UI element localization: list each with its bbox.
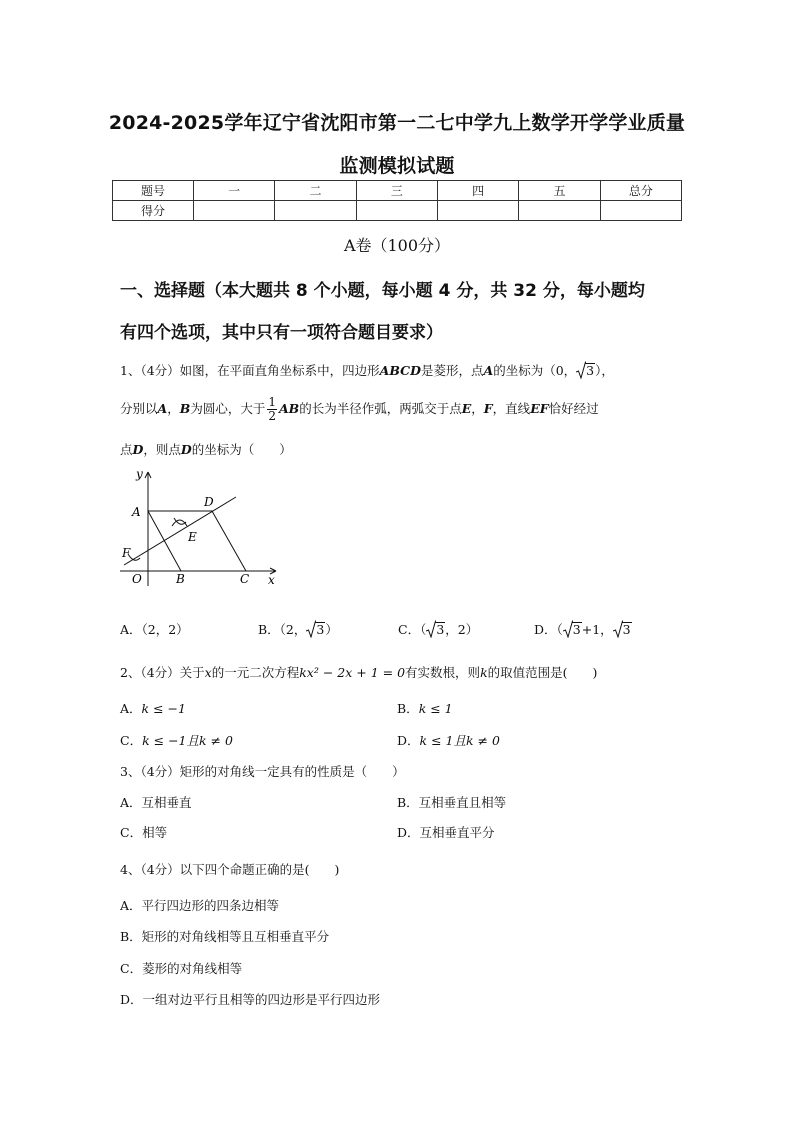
q2-option-a[interactable]	[120, 699, 186, 717]
text: D．（	[534, 622, 563, 637]
option-letter: D．	[397, 733, 420, 748]
score-table-score-row	[113, 201, 682, 221]
text: ）	[325, 622, 338, 637]
q1-stem-line2	[120, 396, 599, 423]
score-cell: 五	[519, 181, 600, 201]
fraction-numerator: 1	[268, 395, 276, 409]
q1-option-c[interactable]	[398, 620, 478, 638]
text: A	[157, 401, 168, 416]
score-table-header-row	[113, 181, 682, 201]
text: 点	[120, 442, 133, 457]
sqrt-symbol	[563, 622, 582, 637]
text: 有实数根，则	[405, 665, 481, 680]
label-c: C	[240, 572, 250, 586]
score-cell-empty[interactable]	[437, 201, 518, 221]
text: E	[461, 401, 472, 416]
label-a: A	[132, 505, 141, 519]
q1-option-b[interactable]	[258, 620, 338, 638]
fraction	[267, 396, 277, 423]
exam-title-line1: 2024-2025学年辽宁省沈阳市第一二七中学九上数学开学学业质量	[108, 112, 686, 134]
q4-option-a[interactable]: A．平行四边形的四条边相等	[120, 898, 280, 913]
q3-stem: 3、（4分）矩形的对角线一定具有的性质是（ ）	[120, 764, 405, 779]
fraction-denominator: 2	[268, 409, 276, 423]
sqrt-symbol	[306, 622, 325, 637]
arc-e2	[172, 520, 187, 526]
text: F	[483, 401, 493, 416]
exam-title-line2: 监测模拟试题	[339, 155, 455, 177]
label-d: D	[204, 495, 214, 509]
text: k	[480, 665, 488, 680]
volume-heading: A卷（100分）	[343, 236, 451, 255]
q4-stem: 4、（4分）以下四个命题正确的是( )	[120, 862, 340, 877]
equation: kx² − 2x + 1 = 0	[299, 665, 406, 680]
section-heading-line2: 有四个选项，其中只有一项符合题目要求）	[120, 323, 443, 343]
text: A	[483, 363, 494, 378]
line-ef	[124, 497, 236, 565]
label-y: y	[136, 467, 143, 481]
text: ，	[471, 401, 484, 416]
option-letter: A．	[120, 701, 142, 716]
score-cell: 一	[194, 181, 275, 201]
q1-stem-line3	[120, 440, 292, 458]
score-cell-empty[interactable]	[275, 201, 356, 221]
text: AB	[278, 401, 300, 416]
score-cell: 二	[275, 181, 356, 201]
score-cell: 题号	[113, 181, 194, 201]
label-b: B	[176, 572, 185, 586]
score-cell-empty[interactable]	[194, 201, 275, 221]
q2-option-d[interactable]	[397, 731, 500, 749]
text: +1，	[581, 622, 613, 637]
option-text: k ≤ −1且k ≠ 0	[142, 733, 233, 748]
radicand: 3	[586, 363, 595, 378]
radicand: 3	[572, 622, 581, 637]
score-cell: 三	[356, 181, 437, 201]
text: ，则点	[143, 442, 181, 457]
score-cell-empty[interactable]	[356, 201, 437, 221]
score-cell-empty[interactable]	[519, 201, 600, 221]
text: D	[132, 442, 144, 457]
text: EF	[530, 401, 549, 416]
text: 恰好经过	[548, 401, 599, 416]
q4-option-c[interactable]: C．菱形的对角线相等	[120, 961, 243, 976]
text: B	[179, 401, 191, 416]
text: 的坐标为（0，	[493, 363, 577, 378]
text: 为圆心，大于	[190, 401, 266, 416]
text: 2、（4分）关于	[120, 665, 205, 680]
label-e: E	[188, 530, 197, 544]
radicand: 3	[316, 622, 325, 637]
q4-option-b[interactable]: B．矩形的对角线相等且互相垂直平分	[120, 929, 330, 944]
option-letter: B．	[397, 701, 419, 716]
text: ），	[595, 363, 614, 378]
score-cell: 四	[437, 181, 518, 201]
q3-option-a[interactable]: A．互相垂直	[120, 795, 192, 810]
text: 分别以	[120, 401, 158, 416]
option-text: k ≤ 1且k ≠ 0	[419, 733, 500, 748]
text: 是菱形，点	[420, 363, 484, 378]
q2-option-c[interactable]	[120, 731, 233, 749]
q2-stem	[120, 663, 597, 681]
radicand: 3	[622, 622, 631, 637]
text: D	[180, 442, 192, 457]
section-heading-line1: 一、选择题（本大题共 8 个小题，每小题 4 分，共 32 分，每小题均	[120, 281, 645, 301]
label-f: F	[122, 546, 131, 560]
score-cell: 总分	[600, 181, 681, 201]
text: x	[204, 665, 212, 680]
q3-option-d[interactable]: D．互相垂直平分	[397, 825, 495, 840]
sqrt-symbol	[576, 363, 595, 378]
text: 的取值范围是( )	[487, 665, 598, 680]
score-table	[112, 180, 682, 221]
text: ABCD	[379, 363, 421, 378]
text: 1、（4分）如图，在平面直角坐标系中，四边形	[120, 363, 380, 378]
text: 的长为半径作弧，两弧交于点	[299, 401, 462, 416]
sqrt-symbol	[426, 622, 445, 637]
sqrt-symbol	[613, 622, 632, 637]
radicand: 3	[436, 622, 445, 637]
option-text: k ≤ −1	[141, 701, 186, 716]
q4-option-d[interactable]: D．一组对边平行且相等的四边形是平行四边形	[120, 992, 381, 1007]
text: C．（	[398, 622, 427, 637]
rhombus-coordinate-figure	[118, 466, 288, 591]
label-o: O	[132, 572, 142, 586]
q3-option-b[interactable]: B．互相垂直且相等	[397, 795, 507, 810]
text: B．（2，	[258, 622, 307, 637]
q1-stem-line1	[120, 361, 614, 379]
score-cell: 得分	[113, 201, 194, 221]
text: 的一元二次方程	[211, 665, 300, 680]
q3-option-c[interactable]: C．相等	[120, 825, 168, 840]
text: ，	[167, 401, 180, 416]
text: ，直线	[492, 401, 531, 416]
text: 的坐标为（ ）	[191, 442, 292, 457]
option-text: k ≤ 1	[418, 701, 453, 716]
q1-option-a[interactable]: A．（2，2）	[120, 622, 189, 637]
option-letter: C．	[120, 733, 143, 748]
score-cell-empty[interactable]	[600, 201, 681, 221]
q1-option-d[interactable]	[534, 620, 632, 638]
q2-option-b[interactable]	[397, 699, 453, 717]
text: ，2）	[445, 622, 479, 637]
label-x: x	[268, 573, 275, 587]
